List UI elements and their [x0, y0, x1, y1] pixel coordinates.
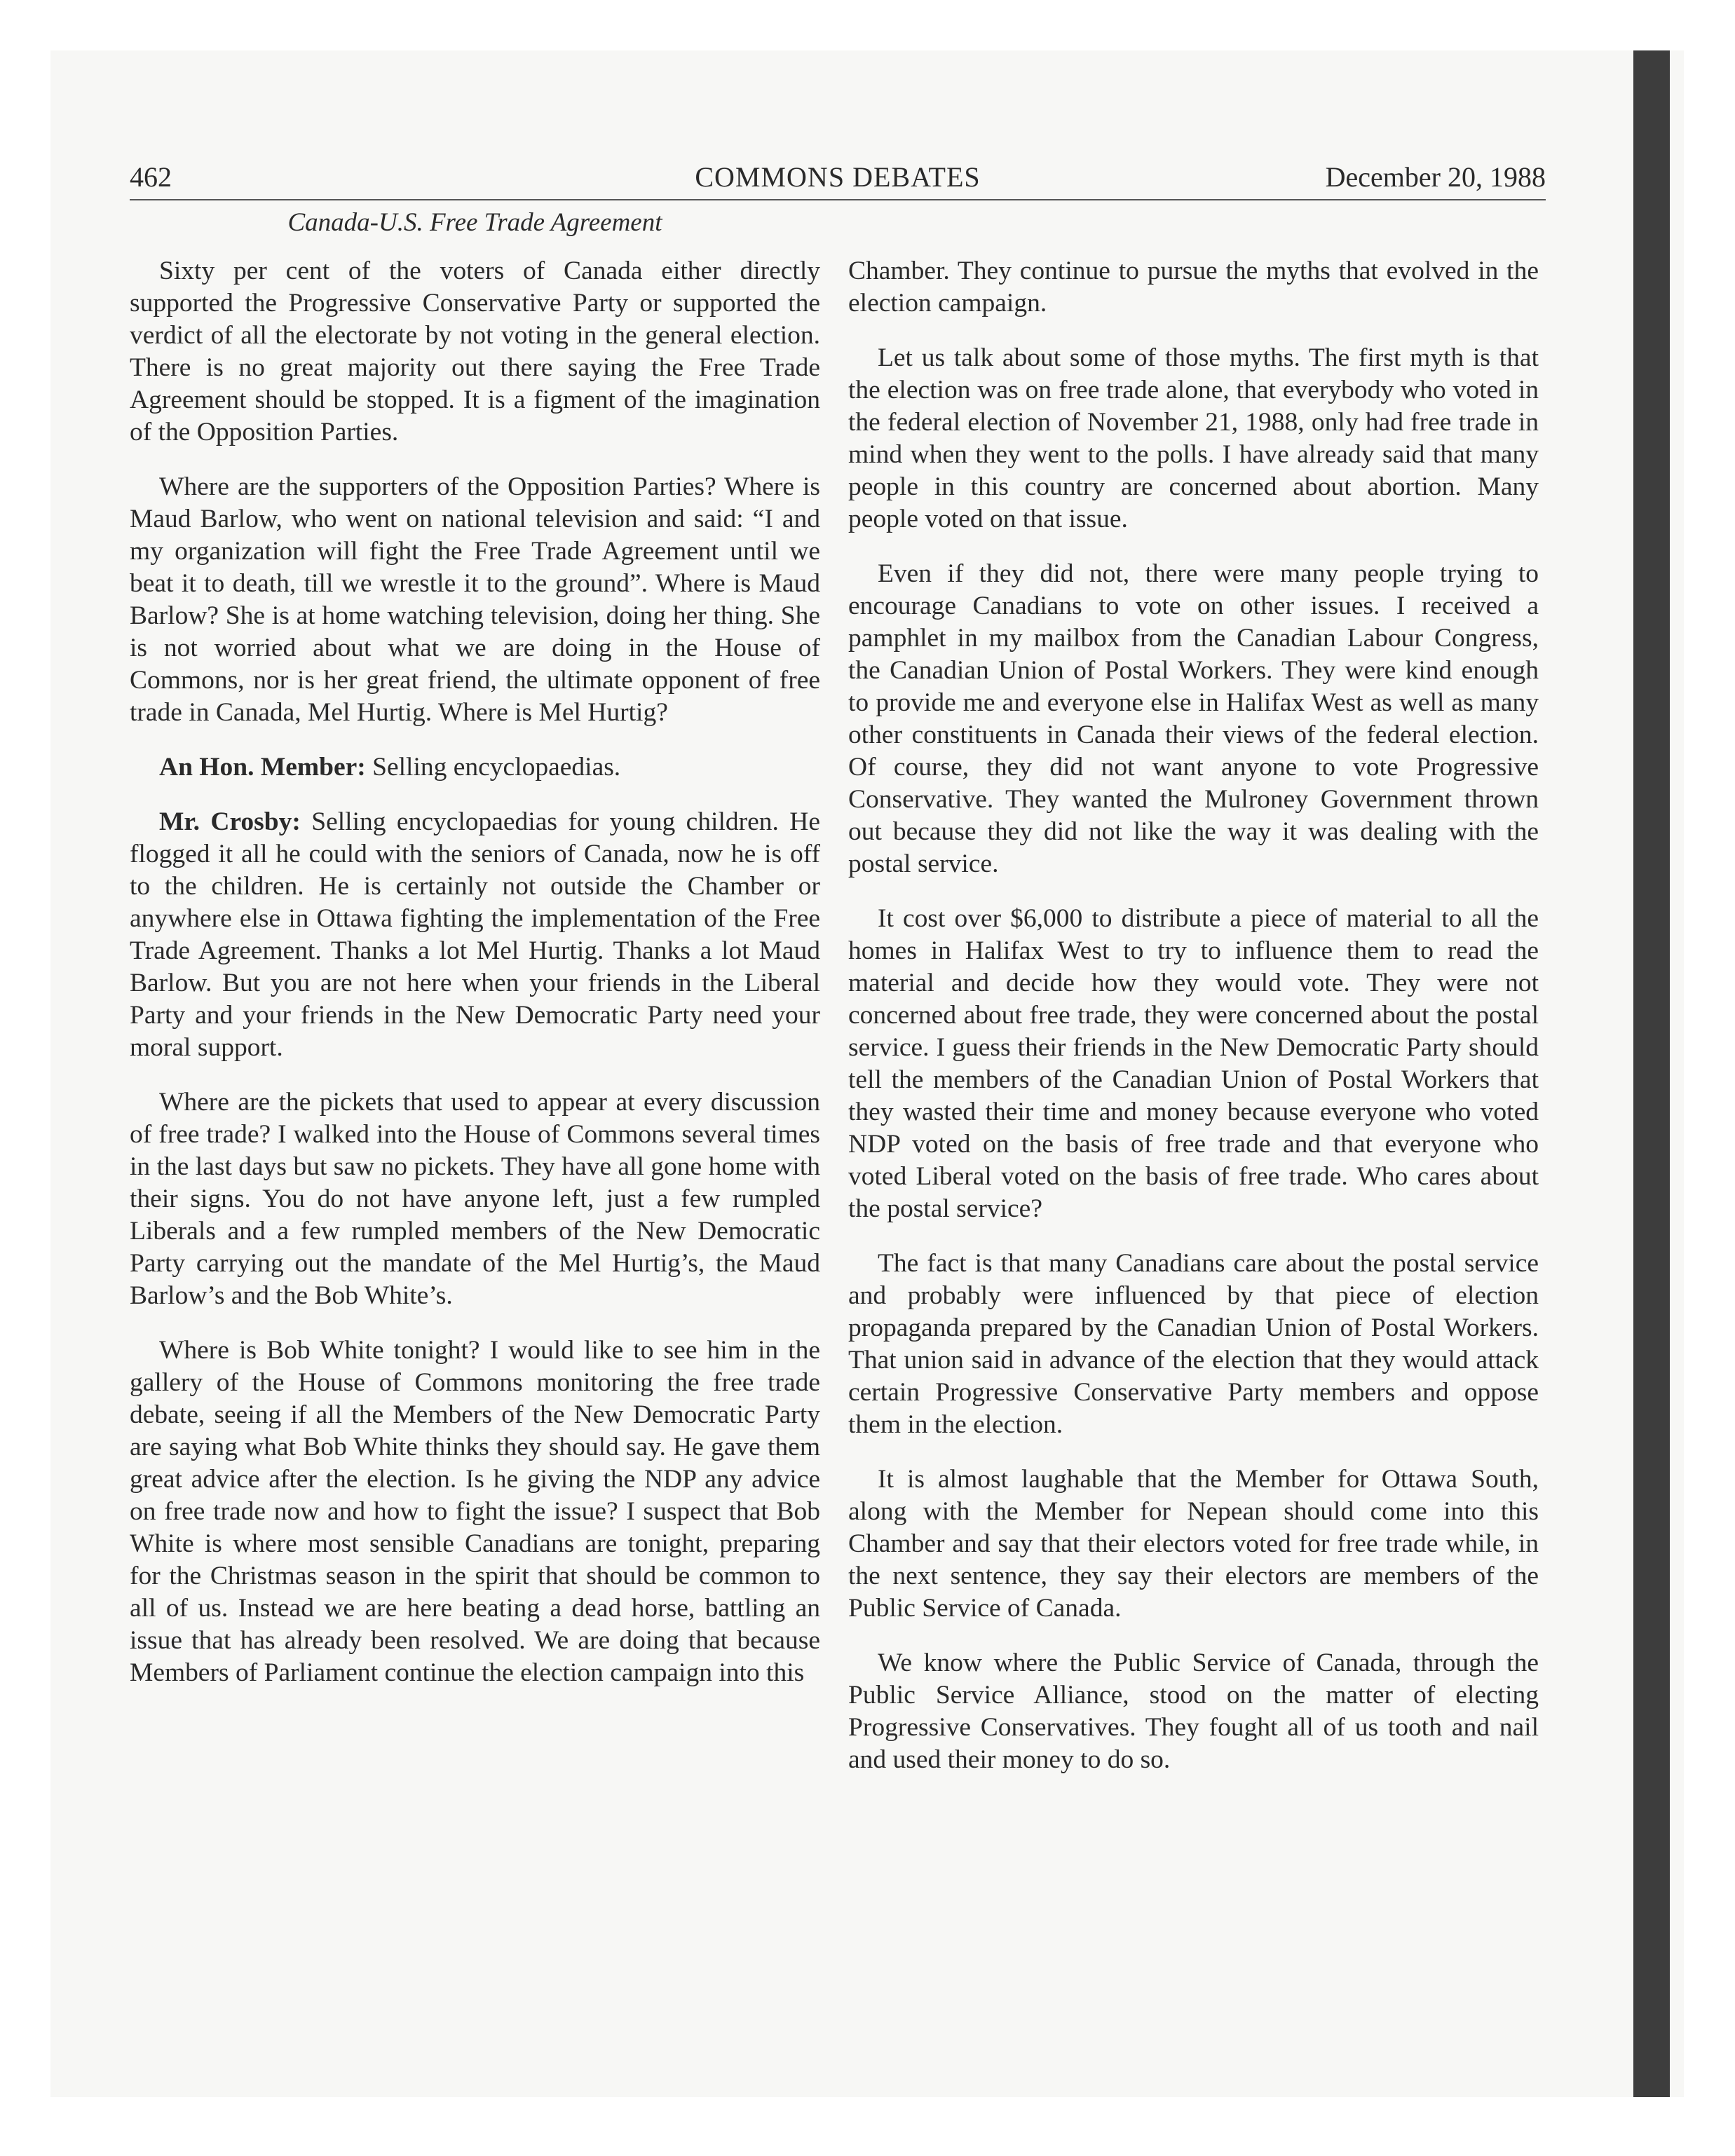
paragraph-text: Let us talk about some of those myths. The first myth is that the election was on free trade alone, that everybody who voted in the federal election of November 21, 1988, only had free trade in mind when they went to the polls. I have already said that many people in this country are concerned about abortion. Many people voted on that issue. [848, 343, 1539, 533]
paragraph-text: It cost over $6,000 to distribute a piece of material to all the homes in Halifax West to try to influence them to read the material and decide how they would vote. They were not concerned about free trade, they were concerned about the postal service. I guess their friends in the New Democratic Party should tell the members of the Canadian Union of Postal Workers that they wasted their time and money because everyone who voted NDP voted on the basis of free trade and that everyone who voted Liberal voted on the basis of free trade. Who cares about the postal service? [848, 904, 1539, 1223]
page-number: 462 [130, 161, 172, 193]
paragraph [848, 342, 1539, 535]
paragraph-text: We know where the Public Service of Canada, through the Public Service Alliance, stood on the matter of electing Progressive Conservatives. They fought all of us tooth and nail and used their money to do so. [848, 1649, 1539, 1774]
publication-title: COMMONS DEBATES [695, 161, 981, 193]
paragraph-text: The fact is that many Canadians care about the postal service and probably were influenced by that piece of election propaganda prepared by the Canadian Union of Postal Workers. That union said in advance of the election that they would attack certain Progressive Conservative Party members and oppose them in the election. [848, 1249, 1539, 1439]
paragraph [848, 903, 1539, 1225]
paragraph-text: Where is Bob White tonight? I would like to see him in the gallery of the House of Commons monitoring the free trade debate, seeing if all the Members of the New Democratic Party are saying what Bob White thinks they should say. He gave them great advice after the election. Is he giving the NDP any advice on free trade now and how to fight the issue? I suspect that Bob White is where most sensible Canadians are tonight, preparing for the Christmas season in the spirit that should be common to all of us. Instead we are here beating a dead horse, battling an issue that has already been resolved. We are doing that because Members of Parliament continue the election campaign into this [130, 1336, 820, 1687]
paragraph [848, 1464, 1539, 1625]
running-header [130, 156, 1546, 200]
paragraph-text: Even if they did not, there were many people trying to encourage Canadians to vote on other issues. I received a pamphlet in my mailbox from the Canadian Labour Congress, the Canadian Union of Postal Workers. They were kind enough to provide me and everyone else in Halifax West as well as many other constituents in Canada their views of the federal election. Of course, they did not want anyone to vote Progressive Conservative. They wanted the Mulroney Government thrown out because they did not like the way it was dealing with the postal service. [848, 559, 1539, 878]
paragraph-text: Sixty per cent of the voters of Canada either directly supported the Progressive Conservative Party or supported the verdict of all the electorate by not voting in the general election. There is no great majority out there saying the Free Trade Agreement should be stopped. It is a figment of the imagination of the Opposition Parties. [130, 257, 820, 446]
paragraph [130, 255, 820, 449]
paragraph-text: Selling encyclopaedias for young children. He flogged it all he could with the seniors of Canada, now he is off to the children. He is certainly not outside the Chamber or anywhere else in Ottawa fighting the implementation of the Free Trade Agreement. Thanks a lot Mel Hurtig. Thanks a lot Maud Barlow. But you are not here when your friends in the Liberal Party and your friends in the New Democratic Party need your moral support. [130, 807, 820, 1062]
paragraph [848, 558, 1539, 880]
paragraph [848, 1248, 1539, 1441]
paragraph-text: Where are the pickets that used to appear at every discussion of free trade? I walked into the House of Commons several times in the last days but saw no pickets. They have all gone home with their signs. You do not have anyone left, just a few rumpled Liberals and a few rumpled members of the New Democratic Party carrying out the mandate of the Mel Hurtig’s, the Maud Barlow’s and the Bob White’s. [130, 1088, 820, 1310]
speaker-name: An Hon. Member: [159, 753, 366, 782]
paragraph [130, 1335, 820, 1689]
paragraph-continuation [848, 255, 1539, 320]
right-column [848, 255, 1539, 1799]
left-column [130, 255, 820, 1712]
header-date: December 20, 1988 [1325, 161, 1546, 193]
paragraph [130, 1086, 820, 1312]
paragraph [848, 1647, 1539, 1776]
section-subheading: Canada-U.S. Free Trade Agreement [287, 208, 662, 237]
speaker-name: Mr. Crosby: [159, 807, 301, 836]
speaker-paragraph [130, 751, 820, 784]
paragraph-text: It is almost laughable that the Member for Ottawa South, along with the Member for Nepean should come into this Chamber and say that their electors voted for free trade while, in the next sentence, they say their electors are members of the Public Service of Canada. [848, 1465, 1539, 1623]
paragraph-text: Chamber. They continue to pursue the myths that evolved in the election campaign. [848, 257, 1539, 318]
paragraph-text: Where are the supporters of the Opposition Parties? Where is Maud Barlow, who went on national television and said: “I and my organization will fight the Free Trade Agreement until we beat it to death, till we wrestle it to the ground”. Where is Maud Barlow? She is at home watching television, doing her thing. She is not worried about what we are doing in the House of Commons, nor is her great friend, the ultimate opponent of free trade in Canada, Mel Hurtig. Where is Mel Hurtig? [130, 472, 820, 727]
paragraph [130, 471, 820, 729]
binding-edge [1633, 50, 1670, 2097]
speaker-paragraph [130, 806, 820, 1064]
paragraph-text: Selling encyclopaedias. [372, 753, 621, 782]
